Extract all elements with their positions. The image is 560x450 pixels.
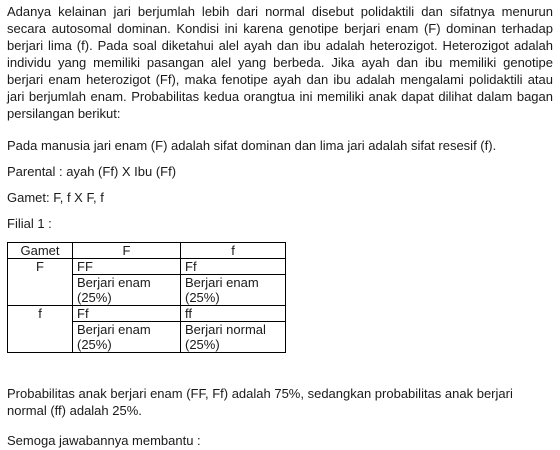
cell-phenotype	[181, 275, 286, 306]
header-gamete-F: F	[73, 243, 181, 259]
row-gamete-f: f	[8, 306, 73, 353]
cell-genotype: FF	[73, 259, 181, 275]
cell-genotype: ff	[181, 306, 286, 322]
cell-phenotype	[73, 322, 181, 353]
punnett-square-table	[7, 242, 286, 353]
parental-cross-text: Parental : ayah (Ff) X Ibu (Ff)	[7, 164, 177, 179]
cell-phenotype	[181, 322, 286, 353]
cell-phenotype	[73, 275, 181, 306]
intro-paragraph: Adanya kelainan jari berjumlah lebih dari normal disebut polidaktili dan sifatnya menurun secara autosomal dominan. Kondisi ini karena genotipe berjari enam (F) dominan terhadap berjari lima (f). Pada soal diketahui alel ayah dan ibu adalah heterozigot. Heterozigot adalah individu yang memiliki pasangan alel yang berbeda. Jika ayah dan ibu memiliki genotipe berjari enam heterozigot (Ff), maka fenotipe ayah dan ibu adalah mengalami polidaktili atau jari berjumlah enam. Probabilitas kedua orangtua ini memiliki anak dapat dilihat dalam bagan persilangan berikut:	[7, 4, 553, 121]
cell-genotype: Ff	[73, 306, 181, 322]
gamete-text: Gamet: F, f X F, f	[7, 190, 104, 205]
phenotype-text: Berjari normal (25%)	[185, 322, 266, 352]
row-gamete-F: F	[8, 259, 73, 306]
table-row	[8, 306, 286, 322]
cell-genotype: Ff	[181, 259, 286, 275]
phenotype-text: Berjari enam (25%)	[77, 322, 151, 352]
table-header-row	[8, 243, 286, 259]
closing-text: Semoga jawabannya membantu :	[7, 433, 201, 448]
table-row	[8, 259, 286, 275]
header-gamet: Gamet	[8, 243, 73, 259]
phenotype-text: Berjari enam (25%)	[185, 275, 259, 305]
header-gamete-f: f	[181, 243, 286, 259]
filial-label: Filial 1 :	[7, 216, 52, 231]
result-paragraph: Probabilitas anak berjari enam (FF, Ff) adalah 75%, sedangkan probabilitas anak berjari normal (ff) adalah 25%.	[7, 386, 513, 418]
trait-fact-text: Pada manusia jari enam (F) adalah sifat dominan dan lima jari adalah sifat resesif (f).	[7, 138, 497, 153]
phenotype-text: Berjari enam (25%)	[77, 275, 151, 305]
